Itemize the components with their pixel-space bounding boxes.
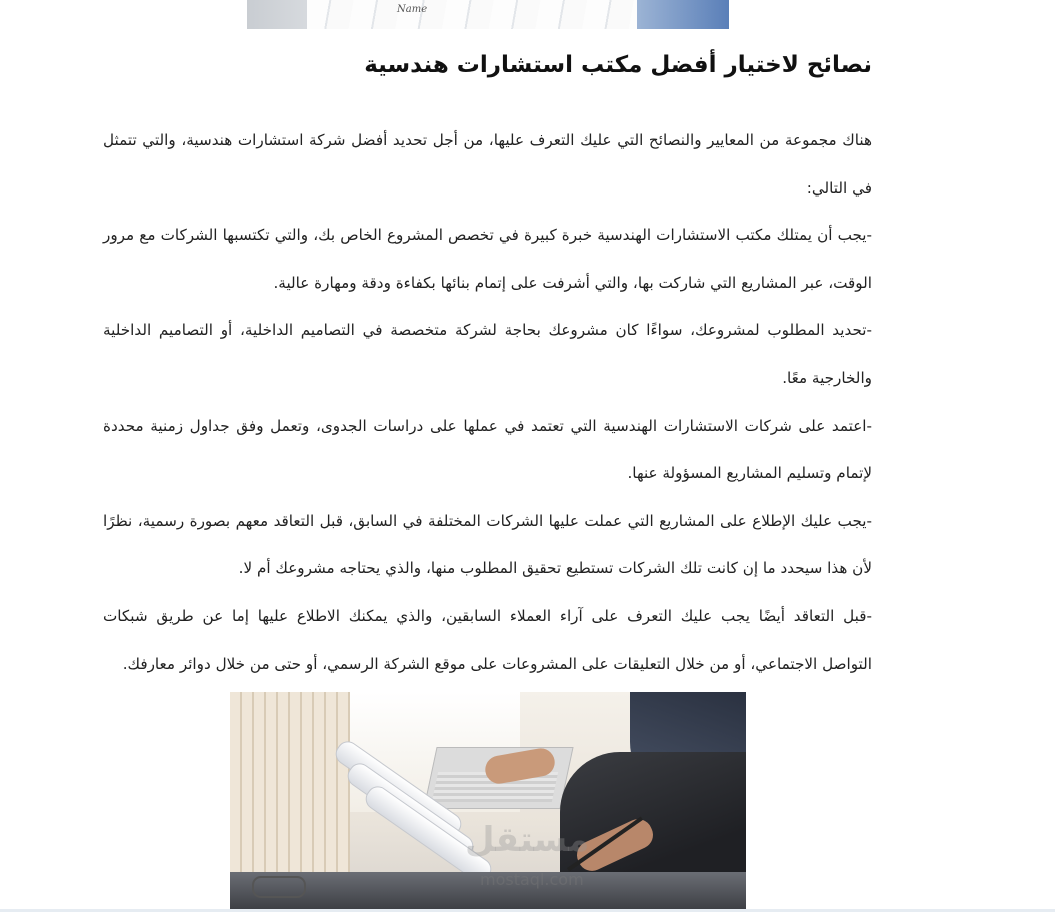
blueprint-rolls (325, 767, 475, 877)
glasses-icon (252, 876, 306, 898)
top-article-image (247, 0, 729, 29)
paragraph-line: -يجب أن يمتلك مكتب الاستشارات الهندسية خبرة كبيرة في تخصص المشروع الخاص بك، والتي تكتسبها الشركات مع مرور (103, 226, 872, 245)
paragraph-line: في التالي: (806, 178, 872, 197)
section-heading: نصائح لاختيار أفضل مكتب استشارات هندسية (364, 52, 872, 78)
watermark-text: mostaql.com (480, 870, 584, 889)
paragraph-line: -تحديد المطلوب لمشروعك، سواءًا كان مشروعك بحاجة لشركة متخصصة في التصاميم الداخلية، أو التصاميم الداخلية (103, 321, 872, 340)
paragraph-line: والخارجية معًا. (782, 368, 872, 387)
paragraph-line: لأن هذا سيحدد ما إن كانت تلك الشركات تستطيع تحقيق المطلوب منها، والذي يحتاجه مشروعك أم لا. (238, 559, 872, 578)
article-paragraphs (103, 117, 872, 688)
watermark-logo: مستقل (465, 820, 590, 860)
blueprint-paper (307, 0, 637, 29)
engineers-desk-photo (230, 692, 746, 912)
paragraph-line: الوقت، عبر المشاريع التي شاركت بها، والتي أشرفت على إتمام بنائها بكفاءة ودقة ومهارة عالية. (273, 273, 872, 292)
paragraph-line: -قبل التعاقد أيضًا يجب عليك التعرف على آراء العملاء السابقين، والذي يمكنك الاطلاع عليها إما عن طريق شبكات (103, 606, 872, 625)
paragraph-line: -يجب عليك الإطلاع على المشاريع التي عملت عليها الشركات المختلفة في السابق، قبل التعاقد معهم بصورة رسمية، نظرًا (103, 511, 872, 530)
handwritten-script: Name (397, 4, 428, 15)
paragraph-line: -اعتمد على شركات الاستشارات الهندسية التي تعتمد في عملها على دراسات الجدوى، وتعمل وفق جداول زمنية محددة (103, 416, 872, 435)
paragraph-line: لإتمام وتسليم المشاريع المسؤولة عنها. (627, 464, 872, 483)
paragraph-line: التواصل الاجتماعي، أو من خلال التعليقات على المشروعات على موقع الشركة الرسمي، أو حتى من خلال دوائر معارفك. (122, 654, 872, 673)
paragraph-line: هناك مجموعة من المعايير والنصائح التي عليك التعرف عليها، من أجل تحديد أفضل شركة استشارات هندسية، والتي تتمثل (103, 131, 872, 149)
